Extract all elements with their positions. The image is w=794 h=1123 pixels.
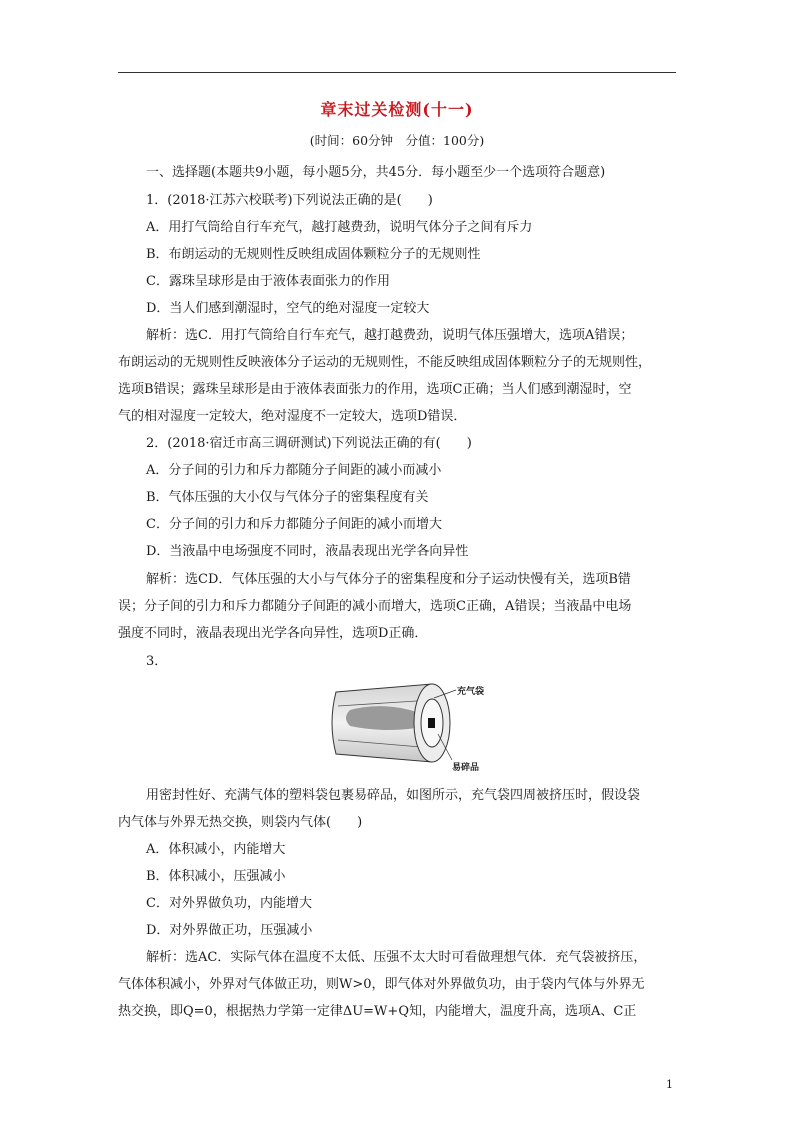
page-number: 1	[666, 1078, 673, 1091]
q1-option-c: C．露珠呈球形是由于液体表面张力的作用	[146, 274, 390, 289]
q3-stem-line: 内气体与外界无热交换，则袋内气体( )	[118, 815, 363, 830]
q3-analysis-line: 气体体积减小，外界对气体做正功，则W>0，即气体对外界做负功，由于袋内气体与外界无	[118, 977, 645, 992]
q1-analysis-line: 选项B错误；露珠呈球形是由于液体表面张力的作用，选项C正确；当人们感到潮湿时，空	[118, 382, 632, 397]
q1-analysis-line: 解析：选C．用打气筒给自行车充气，越打越费劲，说明气体压强增大，选项A错误；	[146, 328, 634, 343]
q2-option-a: A．分子间的引力和斥力都随分子间距的减小而减小	[146, 463, 442, 478]
air-cushion-figure	[328, 672, 488, 772]
q3-stem-line: 用密封性好、充满气体的塑料袋包裹易碎品，如图所示，充气袋四周被挤压时，假设袋	[146, 788, 641, 803]
q2-stem: 2．(2018·宿迁市高三调研测试)下列说法正确的有( )	[146, 436, 472, 451]
q2-option-b: B．气体压强的大小仅与气体分子的密集程度有关	[146, 490, 429, 505]
q1-option-a: A．用打气筒给自行车充气，越打越费劲，说明气体分子之间有斥力	[146, 220, 533, 235]
q1-analysis-line: 布朗运动的无规则性反映液体分子运动的无规则性，不能反映组成固体颗粒分子的无规则性，	[118, 355, 652, 370]
q3-analysis-line: 解析：选AC．实际气体在温度不太低、压强不太大时可看做理想气体．充气袋被挤压，	[146, 950, 647, 965]
q3-option-a: A．体积减小，内能增大	[146, 842, 286, 857]
q3-option-b: B．体积减小，压强减小	[146, 869, 286, 884]
header-rule	[118, 72, 676, 73]
q1-option-d: D．当人们感到潮湿时，空气的绝对湿度一定较大	[146, 301, 430, 316]
q2-analysis-line: 解析：选CD．气体压强的大小与气体分子的密集程度和分子运动快慢有关，选项B错	[146, 572, 631, 587]
q2-option-d: D．当液晶中电场强度不同时，液晶表现出光学各向异性	[146, 544, 469, 559]
section-heading: 一、选择题(本题共9小题，每小题5分，共45分．每小题至少一个选项符合题意)	[146, 165, 606, 180]
q2-analysis-line: 误；分子间的引力和斥力都随分子间距的减小而增大，选项C正确，A错误；当液晶中电场	[118, 599, 632, 614]
q1-analysis-line: 气的相对湿度一定较大，绝对湿度不一定较大，选项D错误．	[118, 409, 467, 424]
q1-stem: 1．(2018·江苏六校联考)下列说法正确的是( )	[146, 193, 433, 208]
page-title: 章末过关检测(十一)	[320, 100, 474, 119]
q2-analysis-line: 强度不同时，液晶表现出光学各向异性，选项D正确．	[118, 626, 428, 641]
q2-option-c: C．分子间的引力和斥力都随分子间距的减小而增大	[146, 517, 442, 532]
q3-option-d: D．对外界做正功，压强减小	[146, 923, 313, 938]
q3-number: 3．	[146, 654, 168, 669]
q3-option-c: C．对外界做负功，内能增大	[146, 896, 312, 911]
bag-label: 充气袋	[457, 687, 485, 697]
fragile-label: 易碎品	[452, 763, 480, 772]
q1-option-b: B．布朗运动的无规则性反映组成固体颗粒分子的无规则性	[146, 247, 481, 262]
page-subtitle: (时间：60分钟 分值：100分)	[309, 133, 485, 148]
fragile-item	[428, 718, 435, 728]
q3-analysis-line: 热交换，即Q=0，根据热力学第一定律ΔU=W+Q知，内能增大，温度升高，选项A、C正	[118, 1004, 637, 1019]
